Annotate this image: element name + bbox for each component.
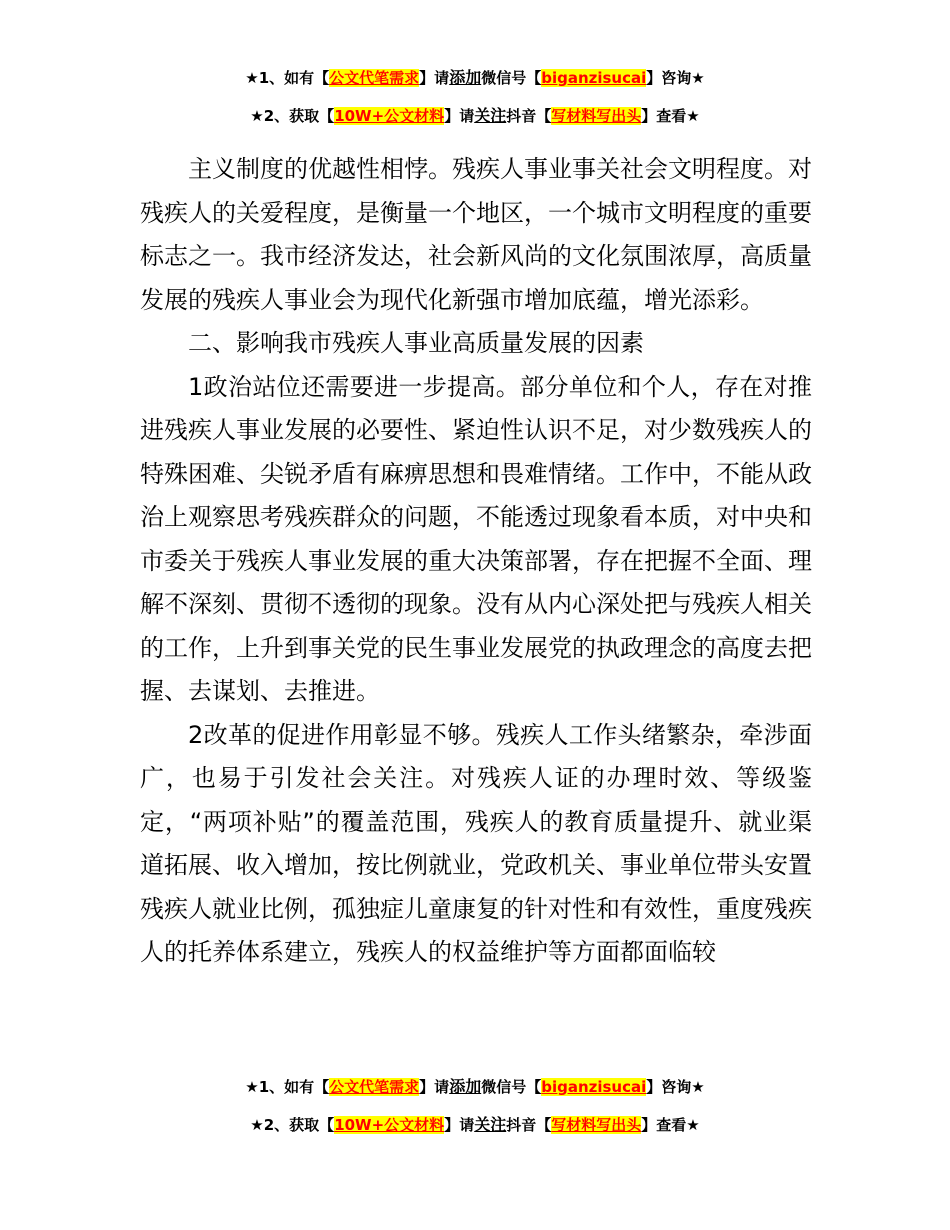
banner-emphasis: 添加 (449, 1077, 482, 1096)
banner-highlight: biganzisucai (541, 1078, 647, 1096)
banner-prefix: ★1、如有【 (245, 1078, 330, 1096)
header-line-1 (0, 67, 950, 89)
paragraph: 1政治站位还需要进一步提高。部分单位和个人，存在对推进残疾人事业发展的必要性、紧迫性认识不足，对少数残疾人的特殊困难、尖锐矛盾有麻痹思想和畏难情绪。工作中，不能从政治上观察思考残疾群众的问题，不能透过现象看本质，对中央和市委关于残疾人事业发展的重大决策部署，存在把握不全面、理解不深刻、贯彻不透彻的现象。没有从内心深处把与残疾人相关的工作，上升到事关党的民生事业发展党的执政理念的高度去把握、去谋划、去推进。 (140, 372, 812, 705)
banner-highlight: 公文代笔需求 (329, 69, 420, 87)
banner-text: 】请 (444, 1116, 475, 1134)
banner-text: 微信号【 (481, 1078, 542, 1096)
header-line-2 (0, 105, 950, 127)
banner-suffix: 】查看★ (641, 107, 700, 125)
banner-prefix: ★2、获取【 (250, 107, 335, 125)
banner-highlight: 写材料写出头 (551, 107, 642, 125)
footer-line-2 (0, 1114, 950, 1136)
banner-highlight: 写材料写出头 (551, 1116, 642, 1134)
banner-emphasis: 关注 (474, 1115, 507, 1134)
banner-suffix: 】查看★ (641, 1116, 700, 1134)
paragraph: 2改革的促进作用彰显不够。残疾人工作头绪繁杂，牵涉面广，也易于引发社会关注。对残疾人证的办理时效、等级鉴定，“两项补贴”的覆盖范围，残疾人的教育质量提升、就业渠道拓展、收入增加，按比例就业，党政机关、事业单位带头安置残疾人就业比例，孤独症儿童康复的针对性和有效性，重度残疾人的托养体系建立，残疾人的权益维护等方面都面临较 (140, 720, 812, 966)
banner-highlight: 公文代笔需求 (329, 1078, 420, 1096)
banner-text: 抖音【 (506, 107, 552, 125)
document-body (140, 148, 812, 975)
banner-highlight: 10W+公文材料 (334, 1116, 445, 1134)
banner-highlight: biganzisucai (541, 69, 647, 87)
banner-suffix: 】咨询★ (646, 1078, 705, 1096)
banner-text: 】请 (419, 69, 450, 87)
section-heading: 二、影响我市残疾人事业高质量发展的因素 (188, 329, 644, 357)
footer-line-1 (0, 1076, 950, 1098)
banner-suffix: 】咨询★ (646, 69, 705, 87)
banner-text: 抖音【 (506, 1116, 552, 1134)
banner-text: 微信号【 (481, 69, 542, 87)
banner-highlight: 10W+公文材料 (334, 107, 445, 125)
banner-prefix: ★2、获取【 (250, 1116, 335, 1134)
banner-emphasis: 添加 (449, 68, 482, 87)
banner-prefix: ★1、如有【 (245, 69, 330, 87)
paragraph: 主义制度的优越性相悖。残疾人事业事关社会文明程度。对残疾人的关爱程度，是衡量一个地区，一个城市文明程度的重要标志之一。我市经济发达，社会新风尚的文化氛围浓厚，高质量发展的残疾人事业会为现代化新强市增加底蕴，增光添彩。 (140, 155, 812, 314)
banner-emphasis: 关注 (474, 106, 507, 125)
banner-text: 】请 (444, 107, 475, 125)
banner-text: 】请 (419, 1078, 450, 1096)
